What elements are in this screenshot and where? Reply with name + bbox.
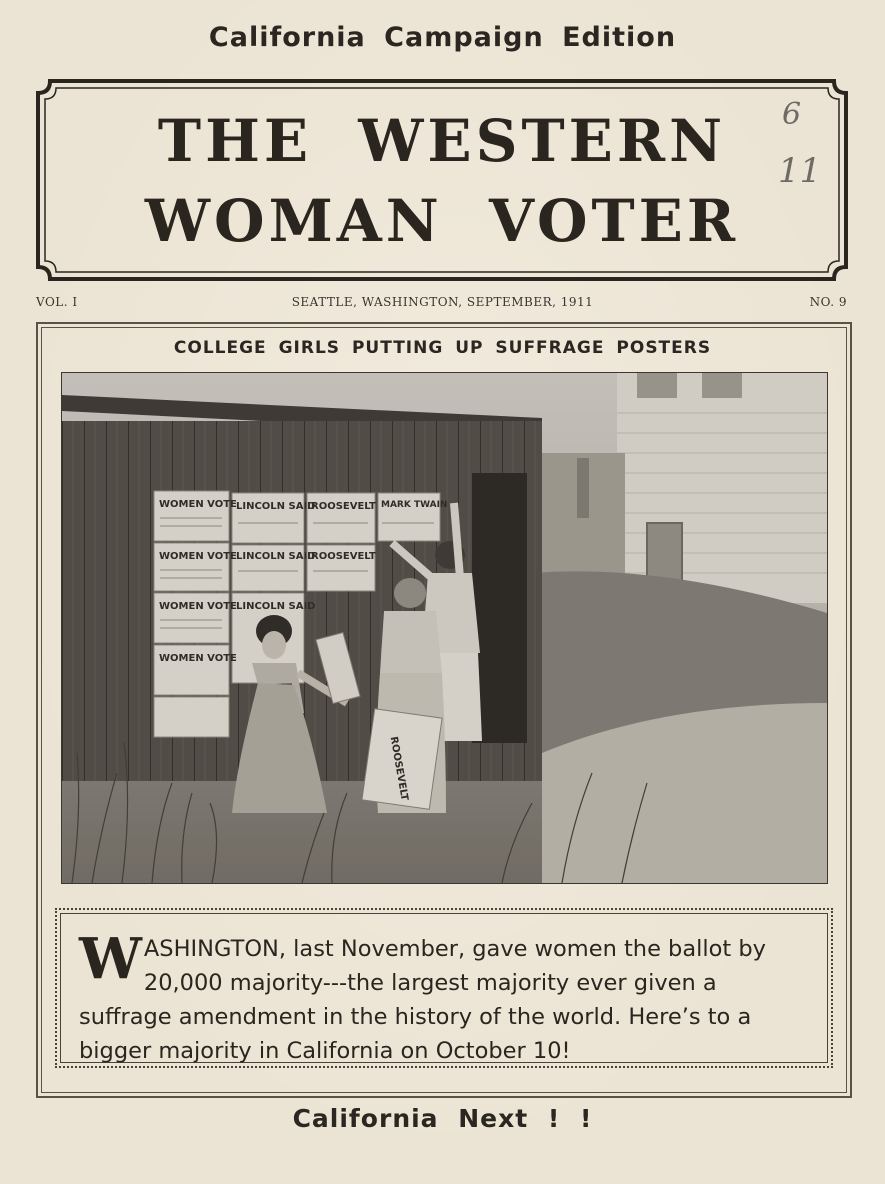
quote-body: ASHINGTON, last November, gave women the ballot by 20,000 majority---the largest majority ever given a suffrage amendment in the history of the world. Here’s to a bigger majority in California on October 10! <box>79 936 766 1064</box>
svg-text:WOMEN VOTE: WOMEN VOTE <box>159 551 237 562</box>
quote-paragraph <box>79 926 815 1068</box>
svg-text:WOMEN VOTE: WOMEN VOTE <box>159 653 237 664</box>
drop-cap: W <box>79 926 142 992</box>
masthead <box>36 79 848 281</box>
footer-tagline: California Next ! ! <box>292 1104 593 1133</box>
svg-text:ROOSEVELT: ROOSEVELT <box>387 735 410 802</box>
svg-text:WOMEN VOTE: WOMEN VOTE <box>159 499 237 510</box>
svg-text:LINCOLN SAID: LINCOLN SAID <box>236 601 316 612</box>
svg-text:LINCOLN SAID: LINCOLN SAID <box>236 501 316 512</box>
svg-text:MARK TWAIN: MARK TWAIN <box>381 500 448 510</box>
dateline-volume: VOL. I <box>36 295 78 309</box>
masthead-title-line-1: THE WESTERN <box>157 107 727 175</box>
quote-box <box>55 908 833 1068</box>
photo-caption: COLLEGE GIRLS PUTTING UP SUFFRAGE POSTERS <box>173 338 712 358</box>
photo-illustration <box>62 373 827 883</box>
svg-text:ROOSEVELT: ROOSEVELT <box>311 551 376 562</box>
svg-text:WOMEN VOTE: WOMEN VOTE <box>159 601 237 612</box>
edition-label: California Campaign Edition <box>208 22 677 53</box>
masthead-title-line-2: WOMAN VOTER <box>144 187 740 255</box>
svg-text:LINCOLN SAID: LINCOLN SAID <box>236 551 316 562</box>
svg-text:ROOSEVELT: ROOSEVELT <box>311 501 376 512</box>
photograph <box>61 372 828 884</box>
dateline-place-date: SEATTLE, WASHINGTON, SEPTEMBER, 1911 <box>291 295 594 309</box>
handwritten-mark: 11 <box>778 151 822 191</box>
handwritten-mark: 6 <box>782 97 802 132</box>
dateline-number: NO. 9 <box>809 295 847 309</box>
